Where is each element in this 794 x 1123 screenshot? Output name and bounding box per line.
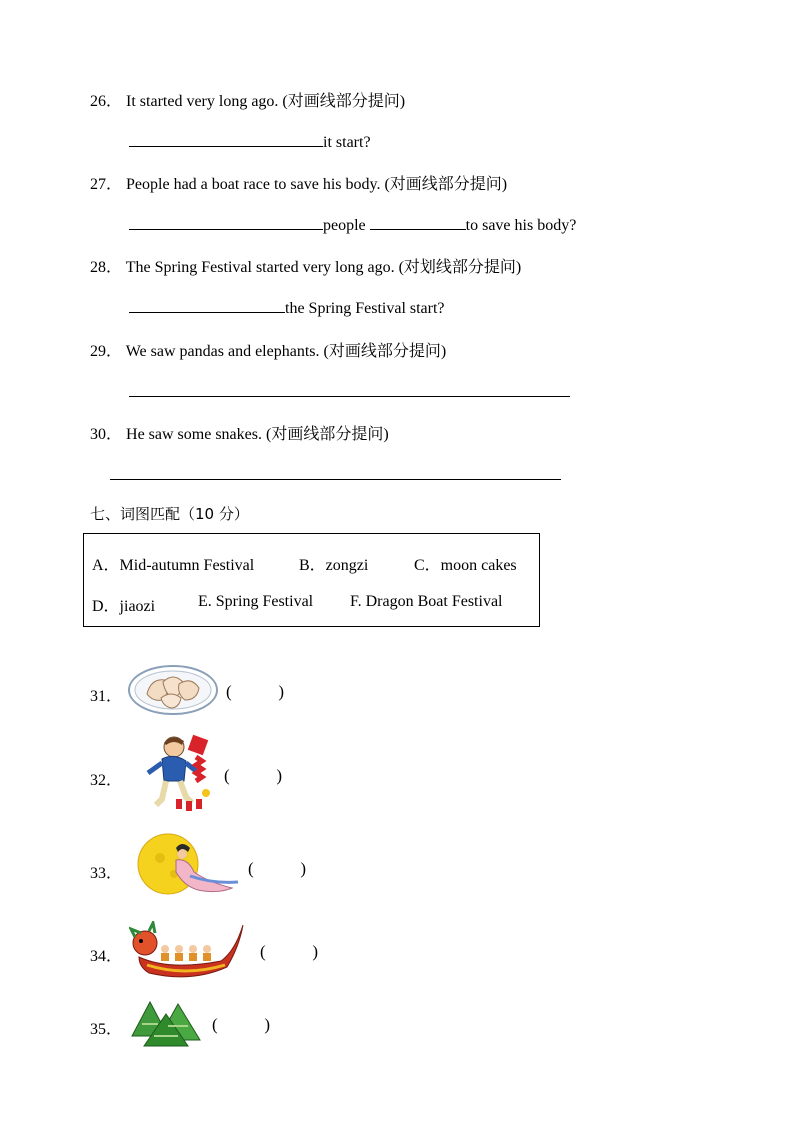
question-number: 30． xyxy=(90,426,123,443)
match-number: 35． xyxy=(90,1021,123,1038)
answer-line-29[interactable] xyxy=(129,396,570,397)
answer-tail: to save his body? xyxy=(465,217,577,234)
question-text: It started very long ago. (对画线部分提问) xyxy=(126,93,406,110)
answer-paren[interactable]: ( ) xyxy=(226,682,285,701)
zongzi-icon xyxy=(128,996,206,1050)
answer-tail: the Spring Festival start? xyxy=(285,300,445,317)
match-number: 34． xyxy=(90,948,123,965)
match-number: 31． xyxy=(90,688,123,705)
question-27 xyxy=(90,171,507,194)
answer-blank[interactable] xyxy=(129,296,285,313)
question-number: 26． xyxy=(90,93,123,110)
question-text: We saw pandas and elephants. (对画线部分提问) xyxy=(125,343,447,360)
boy-firecrackers-icon xyxy=(126,733,218,815)
answer-paren[interactable]: ( ) xyxy=(224,766,283,785)
dragon-boat-icon xyxy=(129,921,247,983)
answer-paren[interactable]: ( ) xyxy=(212,1015,271,1034)
question-29 xyxy=(90,338,446,361)
question-28 xyxy=(90,254,521,277)
options-box xyxy=(83,533,540,627)
option-e: E. Spring Festival xyxy=(198,593,314,610)
dumplings-plate-icon xyxy=(127,660,219,718)
match-number: 33． xyxy=(90,865,123,882)
question-text: People had a boat race to save his body. (对画线部分提问) xyxy=(126,176,508,193)
answer-blank[interactable] xyxy=(370,213,466,230)
moon-fairy-icon xyxy=(134,832,242,904)
section-title: 七、词图匹配（10 分） xyxy=(90,505,249,523)
option-f: F. Dragon Boat Festival xyxy=(350,593,503,610)
answer-tail: it start? xyxy=(323,134,371,151)
question-number: 28． xyxy=(90,259,123,276)
answer-28 xyxy=(129,296,445,318)
answer-27 xyxy=(129,213,576,235)
question-number: 27． xyxy=(90,176,123,193)
option-b: B．zongzi xyxy=(299,557,369,574)
answer-26 xyxy=(129,130,371,152)
answer-mid: people xyxy=(323,217,366,234)
question-text: The Spring Festival started very long ago. (对划线部分提问) xyxy=(125,259,522,276)
match-number: 32． xyxy=(90,772,123,789)
answer-paren[interactable]: ( ) xyxy=(248,859,307,878)
answer-blank[interactable] xyxy=(129,130,323,147)
answer-line-30[interactable] xyxy=(110,479,561,480)
option-c: C．moon cakes xyxy=(414,557,517,574)
question-30 xyxy=(90,421,389,444)
option-a: A．Mid-autumn Festival xyxy=(92,557,255,574)
option-d: D．jiaozi xyxy=(92,598,156,615)
question-26 xyxy=(90,88,405,111)
answer-paren[interactable]: ( ) xyxy=(260,942,319,961)
question-number: 29． xyxy=(90,343,123,360)
answer-blank[interactable] xyxy=(129,213,323,230)
question-text: He saw some snakes. (对画线部分提问) xyxy=(126,426,389,443)
